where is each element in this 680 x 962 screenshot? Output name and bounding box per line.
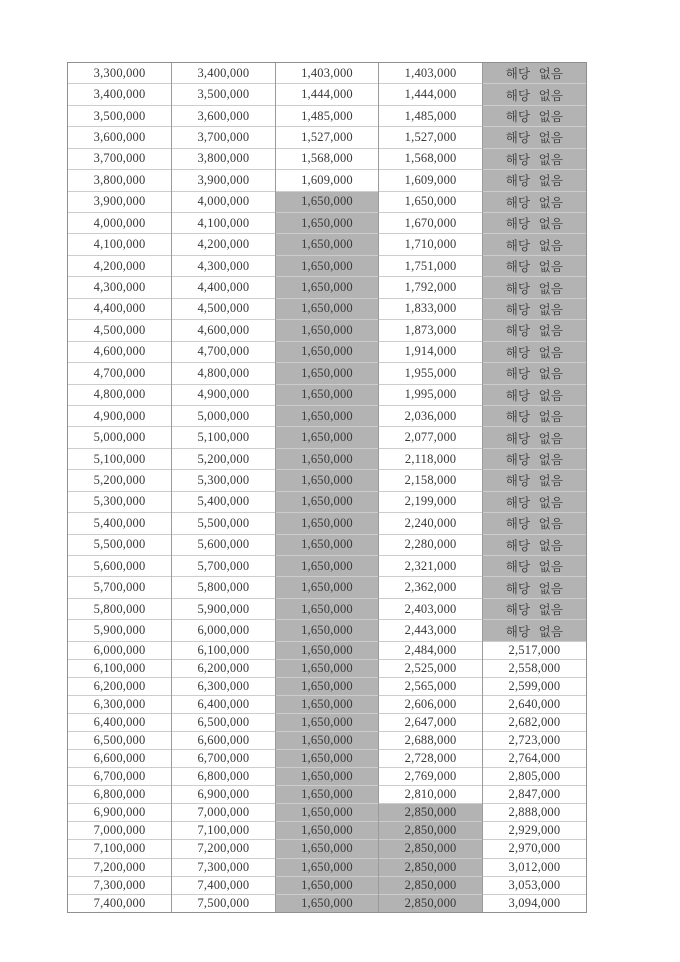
table-cell: 4,400,000 <box>68 298 172 319</box>
table-cell: 해당 없음 <box>482 598 586 619</box>
table-row <box>68 695 586 713</box>
table-cell: 7,200,000 <box>172 840 276 858</box>
table-cell: 4,500,000 <box>172 298 276 319</box>
table-cell: 해당 없음 <box>482 105 586 126</box>
table-cell: 2,929,000 <box>482 822 586 840</box>
table-cell: 6,000,000 <box>68 641 172 659</box>
table-cell: 4,400,000 <box>172 277 276 298</box>
table-cell: 해당 없음 <box>482 405 586 426</box>
table-row <box>68 277 586 298</box>
table-cell: 6,500,000 <box>172 714 276 732</box>
table-cell: 6,800,000 <box>172 768 276 786</box>
table-cell: 해당 없음 <box>482 234 586 255</box>
table-cell: 4,100,000 <box>68 234 172 255</box>
table-row <box>68 105 586 126</box>
table-cell: 1,792,000 <box>379 277 483 298</box>
table-row <box>68 341 586 362</box>
table-cell: 3,800,000 <box>172 148 276 169</box>
table-cell: 2,728,000 <box>379 750 483 768</box>
table-cell: 1,650,000 <box>275 213 379 234</box>
table-cell: 2,850,000 <box>379 804 483 822</box>
table-cell: 1,650,000 <box>275 363 379 384</box>
table-cell: 2,240,000 <box>379 513 483 534</box>
table-cell: 1,650,000 <box>275 470 379 491</box>
table-row <box>68 255 586 276</box>
table-cell: 1,650,000 <box>275 298 379 319</box>
table-cell: 1,650,000 <box>275 876 379 894</box>
table-cell: 해당 없음 <box>482 470 586 491</box>
table-row <box>68 840 586 858</box>
table-cell: 3,600,000 <box>68 127 172 148</box>
table-cell: 6,600,000 <box>172 732 276 750</box>
salary-range-table <box>67 62 587 913</box>
table-cell: 해당 없음 <box>482 534 586 555</box>
table-cell: 4,100,000 <box>172 213 276 234</box>
table-row <box>68 170 586 191</box>
table-cell: 2,599,000 <box>482 677 586 695</box>
salary-table-body <box>68 63 586 912</box>
table-cell: 1,403,000 <box>379 63 483 84</box>
table-cell: 3,900,000 <box>172 170 276 191</box>
table-cell: 1,650,000 <box>275 858 379 876</box>
table-cell: 1,568,000 <box>379 148 483 169</box>
table-row <box>68 384 586 405</box>
table-row <box>68 320 586 341</box>
table-cell: 5,100,000 <box>172 427 276 448</box>
table-cell: 해당 없음 <box>482 63 586 84</box>
table-cell: 2,558,000 <box>482 659 586 677</box>
table-row <box>68 620 586 641</box>
table-row <box>68 768 586 786</box>
table-cell: 1,650,000 <box>275 427 379 448</box>
table-cell: 해당 없음 <box>482 148 586 169</box>
table-cell: 1,751,000 <box>379 255 483 276</box>
table-cell: 6,800,000 <box>68 786 172 804</box>
table-row <box>68 598 586 619</box>
table-cell: 6,900,000 <box>172 786 276 804</box>
table-cell: 1,650,000 <box>275 556 379 577</box>
table-cell: 2,517,000 <box>482 641 586 659</box>
table-row <box>68 577 586 598</box>
table-cell: 해당 없음 <box>482 556 586 577</box>
table-cell: 7,100,000 <box>172 822 276 840</box>
table-cell: 3,800,000 <box>68 170 172 191</box>
table-cell: 1,568,000 <box>275 148 379 169</box>
table-cell: 해당 없음 <box>482 384 586 405</box>
table-cell: 2,723,000 <box>482 732 586 750</box>
table-row <box>68 822 586 840</box>
table-row <box>68 534 586 555</box>
table-cell: 1,650,000 <box>275 894 379 912</box>
table-cell: 7,300,000 <box>68 876 172 894</box>
table-cell: 2,850,000 <box>379 876 483 894</box>
table-cell: 2,321,000 <box>379 556 483 577</box>
table-cell: 3,094,000 <box>482 894 586 912</box>
table-cell: 6,400,000 <box>172 695 276 713</box>
table-cell: 2,769,000 <box>379 768 483 786</box>
table-cell: 해당 없음 <box>482 363 586 384</box>
table-cell: 1,873,000 <box>379 320 483 341</box>
table-cell: 6,200,000 <box>68 677 172 695</box>
table-cell: 1,485,000 <box>275 105 379 126</box>
table-cell: 2,640,000 <box>482 695 586 713</box>
table-cell: 6,000,000 <box>172 620 276 641</box>
table-cell: 1,650,000 <box>275 620 379 641</box>
table-cell: 5,900,000 <box>68 620 172 641</box>
table-cell: 5,500,000 <box>68 534 172 555</box>
table-cell: 4,000,000 <box>68 213 172 234</box>
table-cell: 2,805,000 <box>482 768 586 786</box>
table-cell: 2,280,000 <box>379 534 483 555</box>
table-cell: 해당 없음 <box>482 620 586 641</box>
table-cell: 1,650,000 <box>275 234 379 255</box>
table-cell: 2,647,000 <box>379 714 483 732</box>
table-cell: 4,200,000 <box>172 234 276 255</box>
table-cell: 4,000,000 <box>172 191 276 212</box>
table-cell: 5,700,000 <box>172 556 276 577</box>
table-cell: 2,688,000 <box>379 732 483 750</box>
table-cell: 1,650,000 <box>275 255 379 276</box>
table-row <box>68 556 586 577</box>
table-cell: 1,650,000 <box>275 320 379 341</box>
table-cell: 4,600,000 <box>172 320 276 341</box>
table-cell: 5,200,000 <box>172 448 276 469</box>
table-cell: 5,800,000 <box>68 598 172 619</box>
table-row <box>68 491 586 512</box>
table-cell: 2,888,000 <box>482 804 586 822</box>
table-cell: 3,012,000 <box>482 858 586 876</box>
table-cell: 4,800,000 <box>172 363 276 384</box>
table-cell: 2,850,000 <box>379 822 483 840</box>
table-cell: 3,500,000 <box>172 84 276 105</box>
table-cell: 4,800,000 <box>68 384 172 405</box>
table-cell: 5,800,000 <box>172 577 276 598</box>
table-row <box>68 894 586 912</box>
table-cell: 해당 없음 <box>482 513 586 534</box>
table-cell: 4,700,000 <box>172 341 276 362</box>
table-cell: 해당 없음 <box>482 427 586 448</box>
table-cell: 5,600,000 <box>172 534 276 555</box>
table-cell: 5,000,000 <box>68 427 172 448</box>
salary-range-table-grid <box>68 63 586 912</box>
table-cell: 6,700,000 <box>68 768 172 786</box>
table-cell: 1,650,000 <box>275 277 379 298</box>
table-cell: 5,500,000 <box>172 513 276 534</box>
table-cell: 6,700,000 <box>172 750 276 768</box>
table-cell: 7,400,000 <box>68 894 172 912</box>
table-cell: 6,900,000 <box>68 804 172 822</box>
table-cell: 5,300,000 <box>172 470 276 491</box>
table-cell: 2,077,000 <box>379 427 483 448</box>
table-cell: 2,850,000 <box>379 840 483 858</box>
table-row <box>68 234 586 255</box>
table-row <box>68 750 586 768</box>
table-cell: 5,700,000 <box>68 577 172 598</box>
table-cell: 1,650,000 <box>275 405 379 426</box>
table-cell: 3,500,000 <box>68 105 172 126</box>
table-cell: 1,650,000 <box>275 641 379 659</box>
table-cell: 6,200,000 <box>172 659 276 677</box>
table-cell: 1,833,000 <box>379 298 483 319</box>
table-row <box>68 876 586 894</box>
table-cell: 2,118,000 <box>379 448 483 469</box>
table-row <box>68 786 586 804</box>
table-cell: 6,600,000 <box>68 750 172 768</box>
table-cell: 3,053,000 <box>482 876 586 894</box>
table-cell: 2,970,000 <box>482 840 586 858</box>
table-cell: 7,500,000 <box>172 894 276 912</box>
table-cell: 1,955,000 <box>379 363 483 384</box>
table-cell: 1,609,000 <box>275 170 379 191</box>
table-cell: 5,200,000 <box>68 470 172 491</box>
table-cell: 1,444,000 <box>275 84 379 105</box>
table-row <box>68 127 586 148</box>
table-cell: 1,650,000 <box>275 677 379 695</box>
table-cell: 6,500,000 <box>68 732 172 750</box>
table-cell: 해당 없음 <box>482 298 586 319</box>
table-cell: 7,000,000 <box>172 804 276 822</box>
table-cell: 3,300,000 <box>93 65 146 80</box>
table-cell: 1,650,000 <box>275 714 379 732</box>
table-cell: 4,300,000 <box>172 255 276 276</box>
table-cell: 2,484,000 <box>379 641 483 659</box>
table-cell: 2,606,000 <box>379 695 483 713</box>
table-row <box>68 427 586 448</box>
table-cell: 1,650,000 <box>275 768 379 786</box>
table-cell: 1,670,000 <box>379 213 483 234</box>
table-cell: 해당 없음 <box>482 491 586 512</box>
table-cell: 4,700,000 <box>68 363 172 384</box>
table-cell: 2,403,000 <box>379 598 483 619</box>
table-cell: 2,764,000 <box>482 750 586 768</box>
table-cell: 7,400,000 <box>172 876 276 894</box>
table-cell: 5,100,000 <box>68 448 172 469</box>
table-cell: 6,400,000 <box>68 714 172 732</box>
table-cell: 4,300,000 <box>68 277 172 298</box>
table-row <box>68 84 586 105</box>
table-cell: 3,700,000 <box>68 148 172 169</box>
table-cell: 4,500,000 <box>68 320 172 341</box>
table-cell: 1,650,000 <box>275 384 379 405</box>
table-cell: 해당 없음 <box>482 320 586 341</box>
table-row <box>68 363 586 384</box>
table-cell: 2,199,000 <box>379 491 483 512</box>
table-cell: 1,650,000 <box>275 513 379 534</box>
table-cell: 1,609,000 <box>379 170 483 191</box>
table-cell: 7,200,000 <box>68 858 172 876</box>
table-cell: 해당 없음 <box>482 170 586 191</box>
table-cell: 해당 없음 <box>482 448 586 469</box>
table-cell: 2,850,000 <box>379 858 483 876</box>
table-cell: 1,403,000 <box>275 63 379 84</box>
table-cell: 해당 없음 <box>482 255 586 276</box>
table-cell: 1,650,000 <box>275 448 379 469</box>
table-cell: 해당 없음 <box>482 341 586 362</box>
table-row <box>68 659 586 677</box>
table-row <box>68 213 586 234</box>
table-cell: 3,400,000 <box>172 63 276 84</box>
table-cell: 해당 없음 <box>482 577 586 598</box>
table-cell: 2,682,000 <box>482 714 586 732</box>
table-cell: 5,300,000 <box>68 491 172 512</box>
table-cell: 5,400,000 <box>172 491 276 512</box>
table-cell: 1,650,000 <box>275 341 379 362</box>
table-cell: 1,650,000 <box>275 534 379 555</box>
table-cell: 1,650,000 <box>275 695 379 713</box>
table-cell: 3,400,000 <box>68 84 172 105</box>
table-cell: 1,650,000 <box>275 659 379 677</box>
table-cell: 2,847,000 <box>482 786 586 804</box>
table-row <box>68 677 586 695</box>
table-cell: 1,444,000 <box>379 84 483 105</box>
table-cell: 6,100,000 <box>172 641 276 659</box>
table-cell: 2,362,000 <box>379 577 483 598</box>
table-cell: 해당 없음 <box>482 213 586 234</box>
table-row <box>68 513 586 534</box>
table-cell: 해당 없음 <box>482 84 586 105</box>
table-row <box>68 641 586 659</box>
table-cell: 3,700,000 <box>172 127 276 148</box>
table-row <box>68 858 586 876</box>
table-cell: 1,650,000 <box>275 491 379 512</box>
table-cell: 1,650,000 <box>379 191 483 212</box>
table-cell: 2,158,000 <box>379 470 483 491</box>
table-cell: 4,900,000 <box>68 405 172 426</box>
table-cell: 1,650,000 <box>275 750 379 768</box>
table-cell: 5,400,000 <box>68 513 172 534</box>
table-cell: 1,650,000 <box>275 804 379 822</box>
table-cell: 6,300,000 <box>68 695 172 713</box>
table-cell: 4,200,000 <box>68 255 172 276</box>
table-cell: 2,036,000 <box>379 405 483 426</box>
table-cell: 6,100,000 <box>68 659 172 677</box>
table-cell: 2,525,000 <box>379 659 483 677</box>
table-cell: 1,914,000 <box>379 341 483 362</box>
table-cell: 2,850,000 <box>379 894 483 912</box>
table-cell: 1,710,000 <box>379 234 483 255</box>
table-row <box>68 298 586 319</box>
table-cell: 1,527,000 <box>275 127 379 148</box>
table-cell: 3,900,000 <box>68 191 172 212</box>
table-cell: 2,565,000 <box>379 677 483 695</box>
table-cell: 7,000,000 <box>68 822 172 840</box>
table-row <box>68 148 586 169</box>
table-cell: 1,650,000 <box>275 840 379 858</box>
table-cell: 5,900,000 <box>172 598 276 619</box>
table-cell: 1,650,000 <box>275 598 379 619</box>
table-row <box>68 448 586 469</box>
table-cell: 5,600,000 <box>68 556 172 577</box>
table-cell: 4,600,000 <box>68 341 172 362</box>
table-cell: 1,995,000 <box>379 384 483 405</box>
table-row <box>68 63 586 84</box>
table-cell: 1,650,000 <box>275 732 379 750</box>
table-cell: 해당 없음 <box>482 191 586 212</box>
table-row <box>68 405 586 426</box>
table-cell: 해당 없음 <box>482 127 586 148</box>
table-row <box>68 714 586 732</box>
table-cell: 4,900,000 <box>172 384 276 405</box>
table-cell: 1,650,000 <box>275 786 379 804</box>
table-cell: 2,443,000 <box>379 620 483 641</box>
table-row <box>68 470 586 491</box>
table-cell: 1,650,000 <box>275 822 379 840</box>
table-row <box>68 804 586 822</box>
table-cell: 3,600,000 <box>172 105 276 126</box>
table-cell: 1,650,000 <box>275 577 379 598</box>
table-cell: 해당 없음 <box>482 277 586 298</box>
table-cell: 1,485,000 <box>379 105 483 126</box>
table-row <box>68 732 586 750</box>
table-cell: 2,810,000 <box>379 786 483 804</box>
table-cell: 7,300,000 <box>172 858 276 876</box>
table-row <box>68 191 586 212</box>
table-cell: 6,300,000 <box>172 677 276 695</box>
table-cell: 1,650,000 <box>275 191 379 212</box>
table-cell: 5,000,000 <box>172 405 276 426</box>
table-cell: 1,527,000 <box>379 127 483 148</box>
table-cell: 7,100,000 <box>68 840 172 858</box>
